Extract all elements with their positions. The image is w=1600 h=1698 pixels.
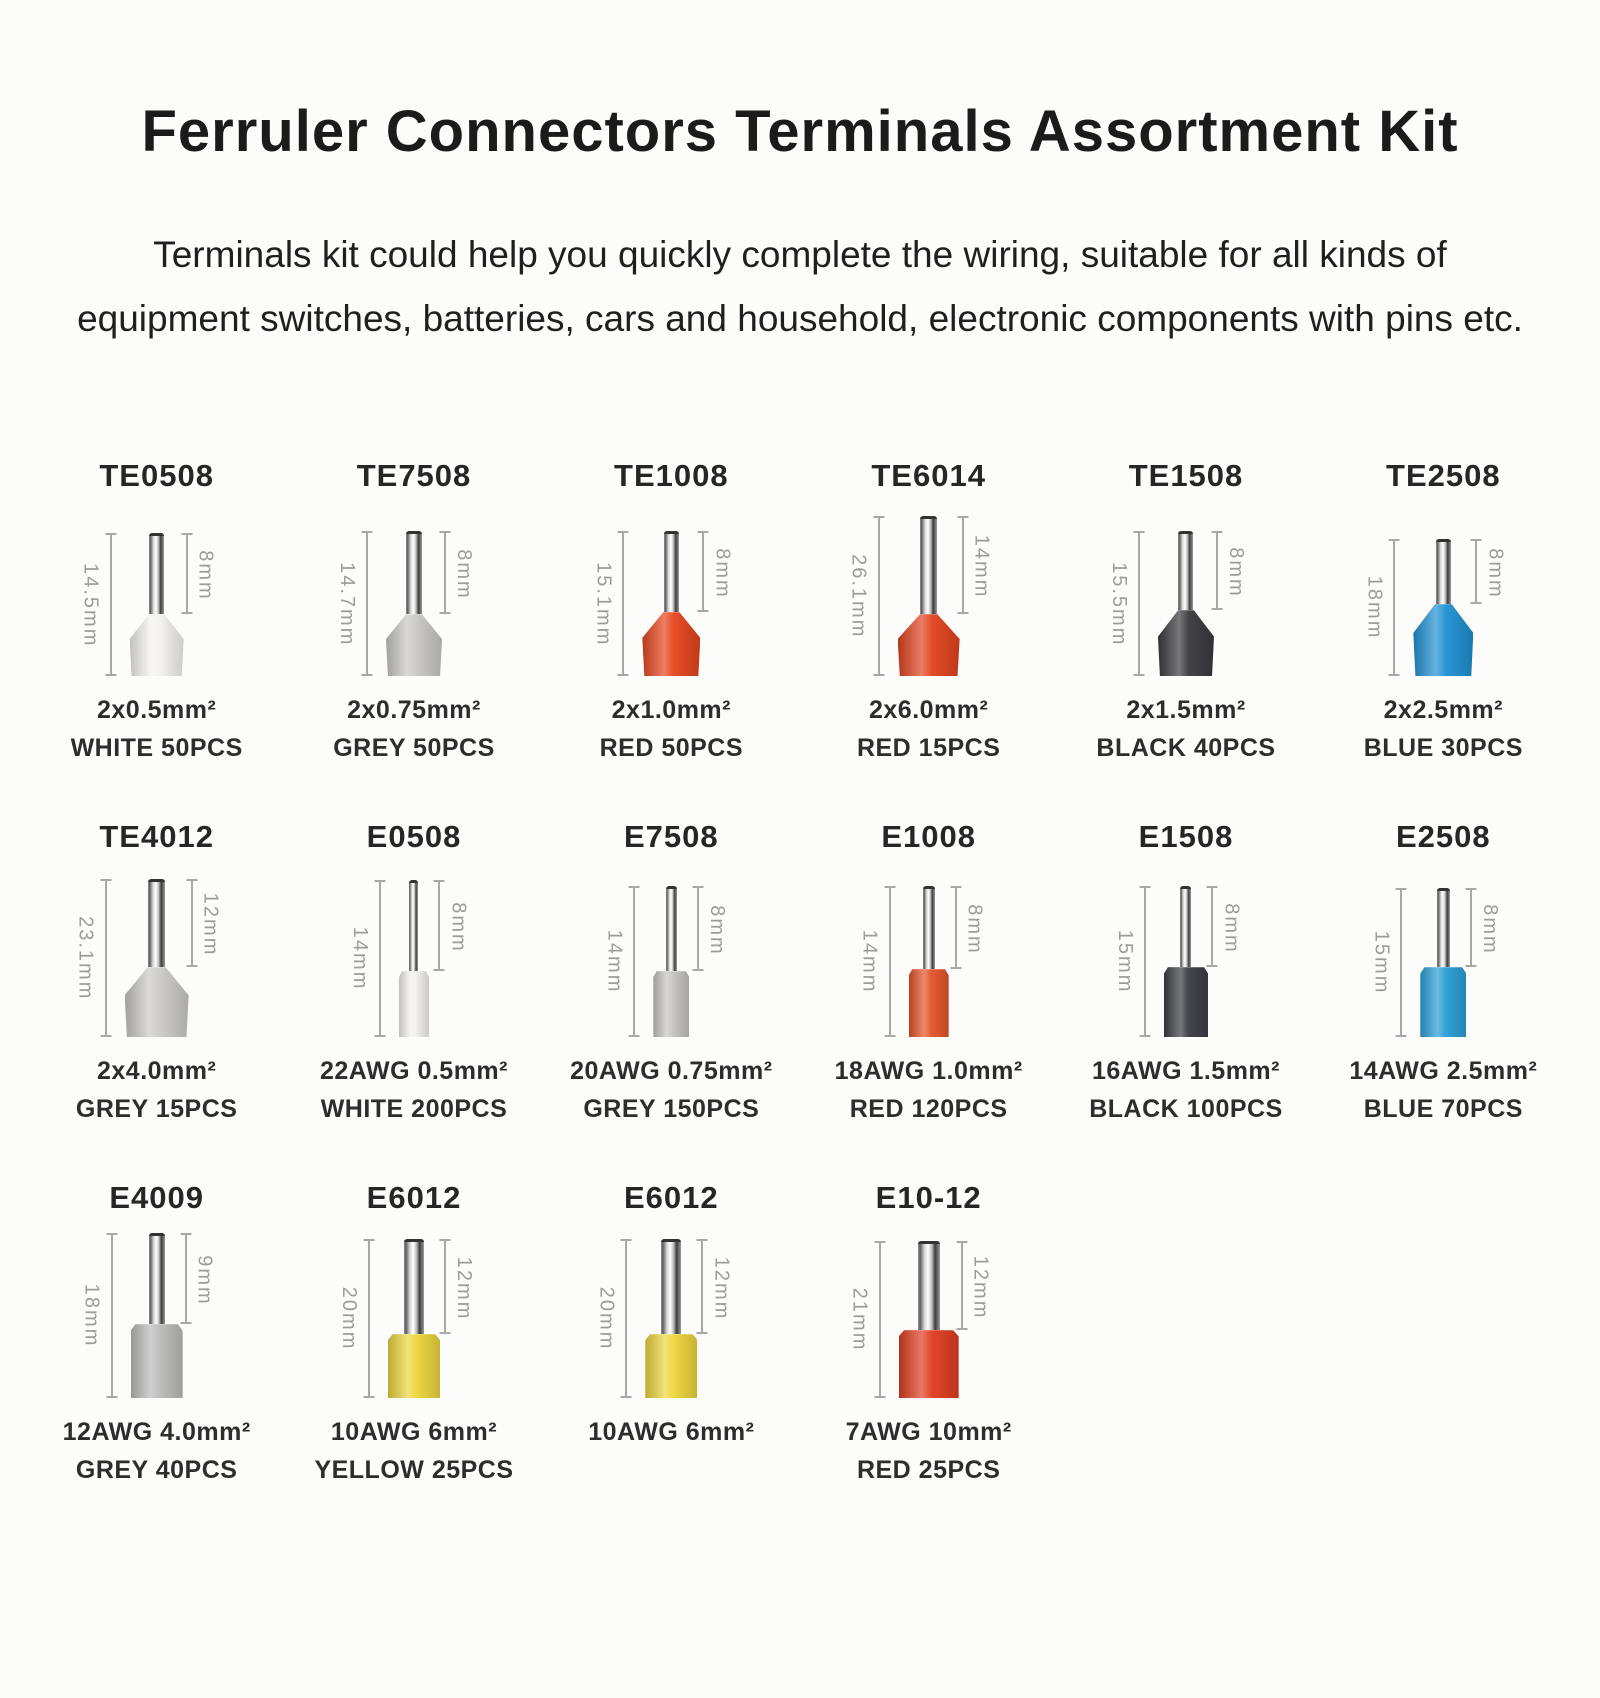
metal-tube-graphic: [923, 886, 935, 969]
ferrule-graphic: [388, 1239, 440, 1398]
insulated-sleeve-graphic: [131, 1324, 183, 1398]
ferrule-graphic: [1413, 539, 1473, 676]
spec-color-qty-label: RED 15PCS: [856, 734, 1001, 763]
model-label: E0508: [366, 819, 462, 855]
ferrule-graphic: [1420, 888, 1466, 1037]
spec-size-label: 10AWG 6mm²: [588, 1418, 755, 1447]
ferrule-graphic: [642, 531, 700, 676]
total-length-dimension-line: [368, 1239, 370, 1398]
ferrule-graphic: [898, 516, 960, 676]
total-length-dimension-line: [633, 886, 635, 1037]
model-label: TE7508: [356, 458, 472, 494]
total-length-label: 14mm: [349, 926, 371, 991]
pin-length-dimension-line: [186, 533, 188, 614]
insulated-sleeve-graphic: [125, 967, 189, 1037]
metal-tube-graphic: [148, 879, 165, 967]
insulated-sleeve-graphic: [130, 614, 184, 676]
ferrule-figure: [543, 865, 800, 1041]
pin-length-dimension-line: [955, 886, 957, 969]
metal-tube-graphic: [149, 1233, 165, 1324]
pin-length-label: 12mm: [199, 892, 222, 957]
pin-length-label: 8mm: [963, 904, 986, 955]
insulated-sleeve-graphic: [642, 612, 700, 676]
model-label: TE1508: [1128, 458, 1244, 494]
pin-length-label: 8mm: [705, 905, 728, 956]
ferrule-figure: [285, 504, 542, 680]
spec-size-label: 18AWG 1.0mm²: [834, 1057, 1023, 1086]
product-item: [543, 458, 800, 763]
spec-color-qty-label: GREY 150PCS: [583, 1095, 760, 1124]
spec-color-qty-label: GREY 15PCS: [75, 1095, 238, 1124]
pin-length-dimension-line: [444, 531, 446, 614]
total-length-dimension-line: [111, 1233, 113, 1398]
product-row-3: [0, 1180, 1600, 1485]
insulated-sleeve-graphic: [399, 971, 429, 1037]
pin-length-dimension-line: [962, 516, 964, 614]
total-length-label: 15mm: [1114, 929, 1136, 994]
model-label: TE6014: [871, 458, 986, 494]
pin-length-dimension-line: [1216, 531, 1218, 610]
total-length-label: 15.1mm: [592, 561, 615, 646]
metal-tube-graphic: [920, 516, 937, 614]
ferrule-figure: [1315, 865, 1572, 1041]
pin-length-label: 8mm: [1478, 904, 1501, 955]
product-item: [285, 1180, 542, 1485]
pin-length-dimension-line: [444, 1239, 446, 1334]
pin-length-dimension-line: [1475, 539, 1477, 604]
pin-length-label: 8mm: [452, 549, 475, 600]
pin-length-label: 8mm: [194, 550, 217, 601]
spec-color-qty-label: RED 25PCS: [856, 1456, 1001, 1485]
insulated-sleeve-graphic: [1420, 967, 1466, 1037]
insulated-sleeve-graphic: [909, 969, 949, 1037]
ferrule-figure: [28, 504, 285, 680]
product-item: [800, 458, 1057, 763]
total-length-dimension-line: [110, 533, 112, 676]
ferrule-figure: [800, 865, 1057, 1041]
metal-tube-graphic: [406, 531, 422, 614]
total-length-label: 20mm: [338, 1286, 360, 1351]
metal-tube-graphic: [1437, 888, 1450, 967]
total-length-dimension-line: [889, 886, 891, 1037]
model-label: E4009: [109, 1180, 204, 1216]
pin-length-label: 8mm: [1220, 903, 1243, 954]
page-title: Ferruler Connectors Terminals Assortment Kit: [141, 99, 1459, 164]
description-line-1: Terminals kit could help you quickly complete the wiring, suitable for all kinds of: [153, 234, 1447, 275]
total-length-dimension-line: [1393, 539, 1395, 676]
spec-color-qty-label: RED 50PCS: [599, 734, 744, 763]
ferrule-graphic: [645, 1239, 697, 1398]
metal-tube-graphic: [1180, 886, 1191, 967]
product-grid: [0, 458, 1600, 1485]
total-length-dimension-line: [622, 531, 624, 676]
model-label: E2508: [1396, 819, 1491, 855]
ferrule-graphic: [386, 531, 442, 676]
pin-length-label: 8mm: [1484, 548, 1507, 599]
total-length-label: 15mm: [1370, 930, 1393, 995]
pin-length-label: 12mm: [969, 1255, 992, 1320]
model-label: E10-12: [875, 1180, 982, 1216]
insulated-sleeve-graphic: [899, 1330, 959, 1398]
product-row-1: [0, 458, 1600, 763]
total-length-dimension-line: [366, 531, 368, 676]
product-item: [1057, 819, 1314, 1124]
ferrule-figure: [28, 1226, 285, 1402]
pin-length-label: 14mm: [970, 534, 993, 599]
model-label: E1508: [1138, 819, 1234, 855]
insulated-sleeve-graphic: [1413, 604, 1473, 676]
insulated-sleeve-graphic: [645, 1334, 697, 1398]
description-line-2: equipment switches, batteries, cars and household, electronic components with pins etc.: [77, 297, 1523, 339]
ferrule-figure: [543, 504, 800, 680]
insulated-sleeve-graphic: [653, 971, 689, 1037]
insulated-sleeve-graphic: [1164, 967, 1208, 1037]
model-label: E7508: [624, 819, 719, 855]
pin-length-dimension-line: [701, 1239, 703, 1334]
model-label: TE1008: [614, 458, 729, 494]
ferrule-graphic: [131, 1233, 183, 1398]
total-length-label: 14mm: [603, 929, 626, 994]
spec-size-label: 12AWG 4.0mm²: [62, 1418, 251, 1447]
ferrule-figure: [28, 865, 285, 1041]
ferrule-graphic: [909, 886, 949, 1037]
spec-color-qty-label: WHITE 50PCS: [70, 734, 243, 763]
spec-color-qty-label: BLACK 40PCS: [1096, 734, 1276, 763]
spec-size-label: 2x1.0mm²: [611, 696, 731, 725]
total-length-dimension-line: [1400, 888, 1402, 1037]
spec-color-qty-label: YELLOW 25PCS: [314, 1456, 514, 1485]
total-length-dimension-line: [1144, 886, 1146, 1037]
insulated-sleeve-graphic: [1158, 610, 1214, 676]
pin-length-dimension-line: [702, 531, 704, 612]
spec-size-label: 2x6.0mm²: [868, 696, 989, 725]
pin-length-label: 9mm: [193, 1255, 216, 1306]
total-length-label: 18mm: [1363, 575, 1386, 640]
metal-tube-graphic: [666, 886, 677, 971]
product-item: [1057, 458, 1314, 763]
spec-size-label: 2x2.5mm²: [1383, 696, 1503, 725]
pin-length-dimension-line: [697, 886, 699, 971]
total-length-label: 14.5mm: [79, 562, 102, 647]
ferrule-figure: [543, 1226, 800, 1402]
ferrule-figure: [800, 1226, 1057, 1402]
model-label: E1008: [881, 819, 976, 855]
spec-size-label: 2x0.75mm²: [347, 696, 481, 725]
metal-tube-graphic: [409, 880, 418, 971]
product-item: [543, 1180, 800, 1485]
product-item: [285, 819, 542, 1124]
product-item: [28, 819, 285, 1124]
pin-length-label: 12mm: [452, 1256, 475, 1321]
insulated-sleeve-graphic: [388, 1334, 440, 1398]
metal-tube-graphic: [664, 531, 679, 612]
ferrule-figure: [1315, 504, 1572, 680]
metal-tube-graphic: [1178, 531, 1193, 610]
ferrule-graphic: [125, 879, 189, 1037]
total-length-label: 15.5mm: [1108, 561, 1130, 646]
total-length-dimension-line: [625, 1239, 627, 1398]
product-item: [800, 1180, 1057, 1485]
total-length-dimension-line: [379, 880, 381, 1037]
spec-size-label: 2x1.5mm²: [1126, 696, 1246, 725]
spec-color-qty-label: RED 120PCS: [849, 1095, 1008, 1124]
spec-color-qty-label: WHITE 200PCS: [320, 1095, 508, 1124]
product-item: [1315, 458, 1572, 763]
ferrule-graphic: [1158, 531, 1214, 676]
pin-length-dimension-line: [185, 1233, 187, 1324]
ferrule-figure: [1057, 865, 1314, 1041]
product-item: [285, 458, 542, 763]
model-label: E6012: [624, 1180, 719, 1216]
total-length-label: 14.7mm: [336, 561, 358, 646]
insulated-sleeve-graphic: [898, 614, 960, 676]
spec-size-label: 10AWG 6mm²: [330, 1418, 498, 1447]
spec-size-label: 2x0.5mm²: [96, 696, 217, 725]
product-item: [800, 819, 1057, 1124]
metal-tube-graphic: [149, 533, 164, 614]
total-length-dimension-line: [879, 1241, 881, 1398]
ferrule-graphic: [399, 880, 429, 1037]
total-length-label: 18mm: [80, 1283, 103, 1348]
insulated-sleeve-graphic: [386, 614, 442, 676]
ferrule-graphic: [1164, 886, 1208, 1037]
spec-size-label: 20AWG 0.75mm²: [570, 1057, 773, 1086]
model-label: TE4012: [99, 819, 214, 855]
ferrule-graphic: [899, 1241, 959, 1398]
model-label: TE2508: [1386, 458, 1501, 494]
metal-tube-graphic: [661, 1239, 681, 1334]
spec-color-qty-label: [543, 1456, 800, 1484]
ferrule-figure: [285, 1226, 542, 1402]
metal-tube-graphic: [404, 1239, 424, 1334]
pin-length-dimension-line: [191, 879, 193, 967]
ferrule-figure: [1057, 504, 1314, 680]
spec-color-qty-label: GREY 50PCS: [333, 734, 495, 763]
total-length-label: 20mm: [595, 1286, 618, 1351]
pin-length-dimension-line: [1470, 888, 1472, 967]
product-item: [543, 819, 800, 1124]
pin-length-label: 12mm: [710, 1256, 733, 1321]
product-row-2: [0, 819, 1600, 1124]
model-label: TE0508: [99, 458, 214, 494]
ferrule-figure: [285, 865, 542, 1041]
pin-length-dimension-line: [961, 1241, 963, 1330]
ferrule-graphic: [130, 533, 184, 676]
total-length-dimension-line: [1138, 531, 1140, 676]
product-item: [1315, 819, 1572, 1124]
spec-size-label: 7AWG 10mm²: [845, 1418, 1012, 1447]
metal-tube-graphic: [918, 1241, 940, 1330]
product-infographic: [0, 98, 1600, 1698]
product-item: [28, 458, 285, 763]
pin-length-label: 8mm: [447, 902, 470, 953]
pin-length-label: 8mm: [711, 548, 734, 599]
pin-length-dimension-line: [438, 880, 440, 971]
metal-tube-graphic: [1436, 539, 1451, 604]
ferrule-graphic: [653, 886, 689, 1037]
product-description: [0, 223, 1600, 350]
spec-color-qty-label: BLUE 70PCS: [1363, 1095, 1523, 1124]
total-length-label: 23.1mm: [74, 916, 97, 1001]
product-item: [28, 1180, 285, 1485]
ferrule-figure: [800, 504, 1057, 680]
spec-color-qty-label: BLACK 100PCS: [1089, 1095, 1283, 1124]
spec-size-label: 16AWG 1.5mm²: [1091, 1057, 1280, 1086]
spec-size-label: 14AWG 2.5mm²: [1349, 1057, 1538, 1086]
spec-size-label: 2x4.0mm²: [96, 1057, 217, 1086]
spec-color-qty-label: BLUE 30PCS: [1363, 734, 1523, 763]
spec-size-label: 22AWG 0.5mm²: [319, 1057, 508, 1086]
total-length-label: 14mm: [858, 929, 881, 994]
pin-length-label: 8mm: [1224, 547, 1247, 598]
total-length-label: 26.1mm: [847, 554, 870, 639]
total-length-dimension-line: [105, 879, 107, 1037]
total-length-label: 21mm: [848, 1287, 871, 1352]
total-length-dimension-line: [878, 516, 880, 676]
pin-length-dimension-line: [1211, 886, 1213, 967]
model-label: E6012: [366, 1180, 462, 1216]
spec-color-qty-label: GREY 40PCS: [75, 1456, 238, 1485]
